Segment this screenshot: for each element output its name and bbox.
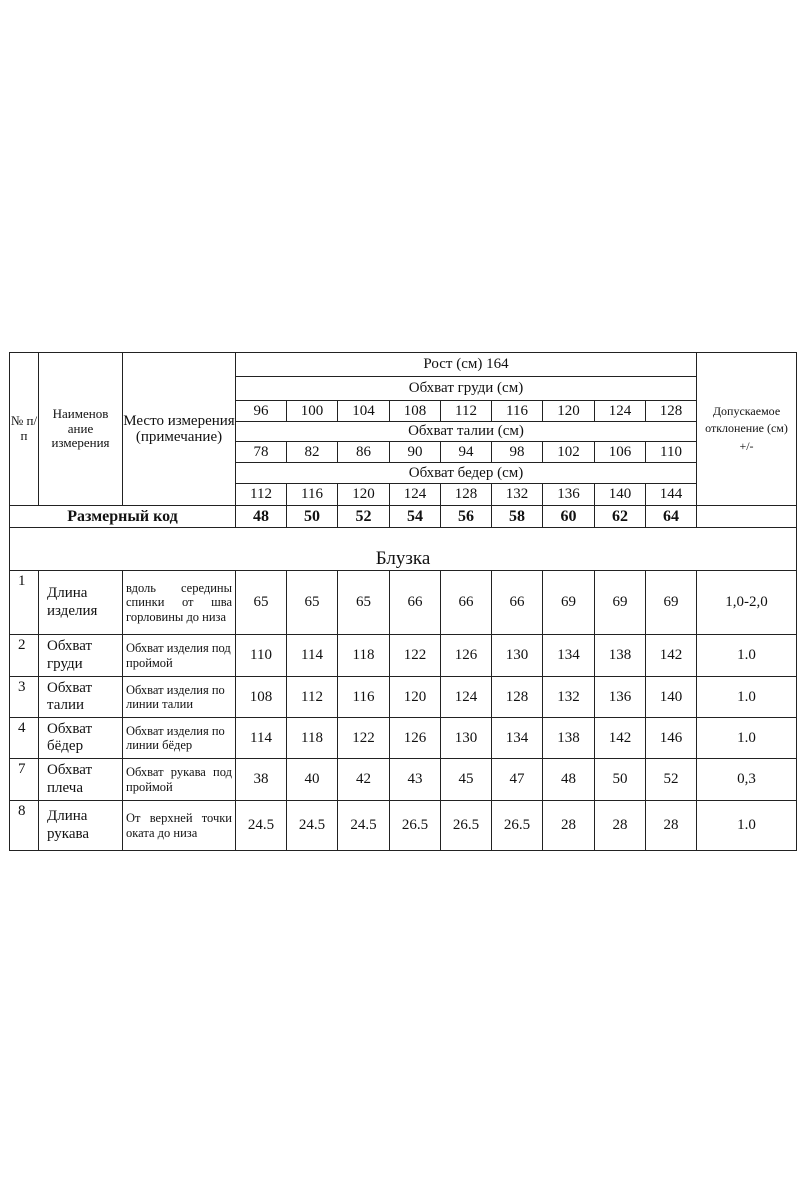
header-hip-girth: Обхват бедер (см) xyxy=(236,463,697,484)
measurement-value: 38 xyxy=(236,759,287,801)
header-number: № п/ п xyxy=(10,353,39,506)
chest-girth-value: 108 xyxy=(390,401,441,422)
measurement-value: 134 xyxy=(492,718,543,759)
row-number: 4 xyxy=(10,718,39,759)
measurement-value: 66 xyxy=(390,571,441,635)
measurement-value: 26.5 xyxy=(441,801,492,851)
waist-girth-value: 94 xyxy=(441,442,492,463)
measurement-place: Обхват изделия по линии талии xyxy=(123,677,236,718)
measurement-row xyxy=(10,801,797,851)
hip-girth-value: 132 xyxy=(492,484,543,506)
hip-girth-value: 116 xyxy=(287,484,338,506)
chest-girth-value: 104 xyxy=(338,401,390,422)
measurement-value: 130 xyxy=(492,635,543,677)
size-code: 58 xyxy=(492,506,543,528)
waist-girth-value: 90 xyxy=(390,442,441,463)
measurement-value: 50 xyxy=(595,759,646,801)
hip-girth-value: 140 xyxy=(595,484,646,506)
measurement-name: Длина рукава xyxy=(39,801,123,851)
hip-girth-value: 124 xyxy=(390,484,441,506)
measurement-name: Длина изделия xyxy=(39,571,123,635)
measurement-value: 110 xyxy=(236,635,287,677)
waist-girth-value: 78 xyxy=(236,442,287,463)
measurement-value: 69 xyxy=(595,571,646,635)
size-code: 60 xyxy=(543,506,595,528)
row-number: 2 xyxy=(10,635,39,677)
measurement-value: 40 xyxy=(287,759,338,801)
measurement-value: 69 xyxy=(543,571,595,635)
tolerance-value: 1,0-2,0 xyxy=(697,571,797,635)
chest-girth-value: 96 xyxy=(236,401,287,422)
chest-girth-value: 100 xyxy=(287,401,338,422)
waist-girth-value: 110 xyxy=(646,442,697,463)
waist-girth-value: 106 xyxy=(595,442,646,463)
measurement-value: 122 xyxy=(338,718,390,759)
measurement-value: 116 xyxy=(338,677,390,718)
header-waist-girth: Обхват талии (см) xyxy=(236,422,697,442)
waist-girth-value: 102 xyxy=(543,442,595,463)
measurement-value: 126 xyxy=(390,718,441,759)
waist-girth-value: 82 xyxy=(287,442,338,463)
header-tolerance: Допускаемое отклонение (см) +/- xyxy=(697,353,797,506)
measurement-value: 52 xyxy=(646,759,697,801)
header-height: Рост (см) 164 xyxy=(236,353,697,377)
chest-girth-value: 116 xyxy=(492,401,543,422)
measurement-value: 108 xyxy=(236,677,287,718)
measurement-row xyxy=(10,571,797,635)
chest-girth-value: 124 xyxy=(595,401,646,422)
measurement-name: Обхват бёдер xyxy=(39,718,123,759)
measurement-place: Обхват изделия по линии бёдер xyxy=(123,718,236,759)
waist-girth-value: 86 xyxy=(338,442,390,463)
measurement-value: 28 xyxy=(595,801,646,851)
measurement-value: 124 xyxy=(441,677,492,718)
size-code: 64 xyxy=(646,506,697,528)
hip-girth-value: 112 xyxy=(236,484,287,506)
row-number: 7 xyxy=(10,759,39,801)
measurement-value: 130 xyxy=(441,718,492,759)
measurement-row xyxy=(10,635,797,677)
tolerance-value: 1.0 xyxy=(697,635,797,677)
measurement-row xyxy=(10,759,797,801)
measurement-value: 24.5 xyxy=(287,801,338,851)
size-code: 48 xyxy=(236,506,287,528)
size-code-blank xyxy=(697,506,797,528)
measurement-value: 142 xyxy=(595,718,646,759)
measurement-value: 138 xyxy=(595,635,646,677)
measurement-value: 26.5 xyxy=(390,801,441,851)
tolerance-value: 1.0 xyxy=(697,677,797,718)
measurement-value: 69 xyxy=(646,571,697,635)
size-chart-table xyxy=(9,352,797,851)
header-chest-girth: Обхват груди (см) xyxy=(236,377,697,401)
measurement-value: 65 xyxy=(338,571,390,635)
section-title: Блузка xyxy=(10,528,797,571)
hip-girth-value: 120 xyxy=(338,484,390,506)
measurement-value: 114 xyxy=(287,635,338,677)
measurement-value: 118 xyxy=(338,635,390,677)
measurement-value: 42 xyxy=(338,759,390,801)
measurement-value: 28 xyxy=(646,801,697,851)
hip-girth-value: 144 xyxy=(646,484,697,506)
hip-girth-value: 128 xyxy=(441,484,492,506)
measurement-value: 114 xyxy=(236,718,287,759)
size-code-label: Размерный код xyxy=(10,506,236,528)
measurement-value: 26.5 xyxy=(492,801,543,851)
waist-girth-value: 98 xyxy=(492,442,543,463)
measurement-place: Обхват изделия под проймой xyxy=(123,635,236,677)
measurement-value: 122 xyxy=(390,635,441,677)
chest-girth-value: 112 xyxy=(441,401,492,422)
measurement-value: 24.5 xyxy=(338,801,390,851)
tolerance-value: 0,3 xyxy=(697,759,797,801)
hip-girth-value: 136 xyxy=(543,484,595,506)
measurement-value: 66 xyxy=(492,571,543,635)
size-code: 62 xyxy=(595,506,646,528)
row-number: 1 xyxy=(10,571,39,635)
header-measurement-place: Место измерения (примечание) xyxy=(123,353,236,506)
measurement-value: 140 xyxy=(646,677,697,718)
measurement-value: 146 xyxy=(646,718,697,759)
size-code: 56 xyxy=(441,506,492,528)
measurement-value: 138 xyxy=(543,718,595,759)
row-number: 3 xyxy=(10,677,39,718)
tolerance-value: 1.0 xyxy=(697,801,797,851)
measurement-value: 48 xyxy=(543,759,595,801)
measurement-value: 136 xyxy=(595,677,646,718)
measurement-value: 112 xyxy=(287,677,338,718)
measurement-value: 142 xyxy=(646,635,697,677)
measurement-value: 134 xyxy=(543,635,595,677)
measurement-place: Обхват рукава под проймой xyxy=(123,759,236,801)
measurement-value: 65 xyxy=(236,571,287,635)
measurement-row xyxy=(10,677,797,718)
measurement-value: 47 xyxy=(492,759,543,801)
size-code: 50 xyxy=(287,506,338,528)
chest-girth-value: 120 xyxy=(543,401,595,422)
measurement-value: 28 xyxy=(543,801,595,851)
measurement-row xyxy=(10,718,797,759)
measurement-value: 118 xyxy=(287,718,338,759)
measurement-value: 65 xyxy=(287,571,338,635)
measurement-place: От верхней точки оката до низа xyxy=(123,801,236,851)
measurement-value: 120 xyxy=(390,677,441,718)
row-number: 8 xyxy=(10,801,39,851)
measurement-name: Обхват плеча xyxy=(39,759,123,801)
measurement-value: 132 xyxy=(543,677,595,718)
size-code: 54 xyxy=(390,506,441,528)
measurement-value: 43 xyxy=(390,759,441,801)
measurement-value: 126 xyxy=(441,635,492,677)
header-measurement-name: Наименов ание измерения xyxy=(39,353,123,506)
measurement-name: Обхват талии xyxy=(39,677,123,718)
size-code: 52 xyxy=(338,506,390,528)
measurement-value: 24.5 xyxy=(236,801,287,851)
tolerance-value: 1.0 xyxy=(697,718,797,759)
chest-girth-value: 128 xyxy=(646,401,697,422)
measurement-value: 128 xyxy=(492,677,543,718)
measurement-value: 66 xyxy=(441,571,492,635)
measurement-place: вдоль середины спинки от шва горловины до низа xyxy=(123,571,236,635)
measurement-name: Обхват груди xyxy=(39,635,123,677)
measurement-value: 45 xyxy=(441,759,492,801)
